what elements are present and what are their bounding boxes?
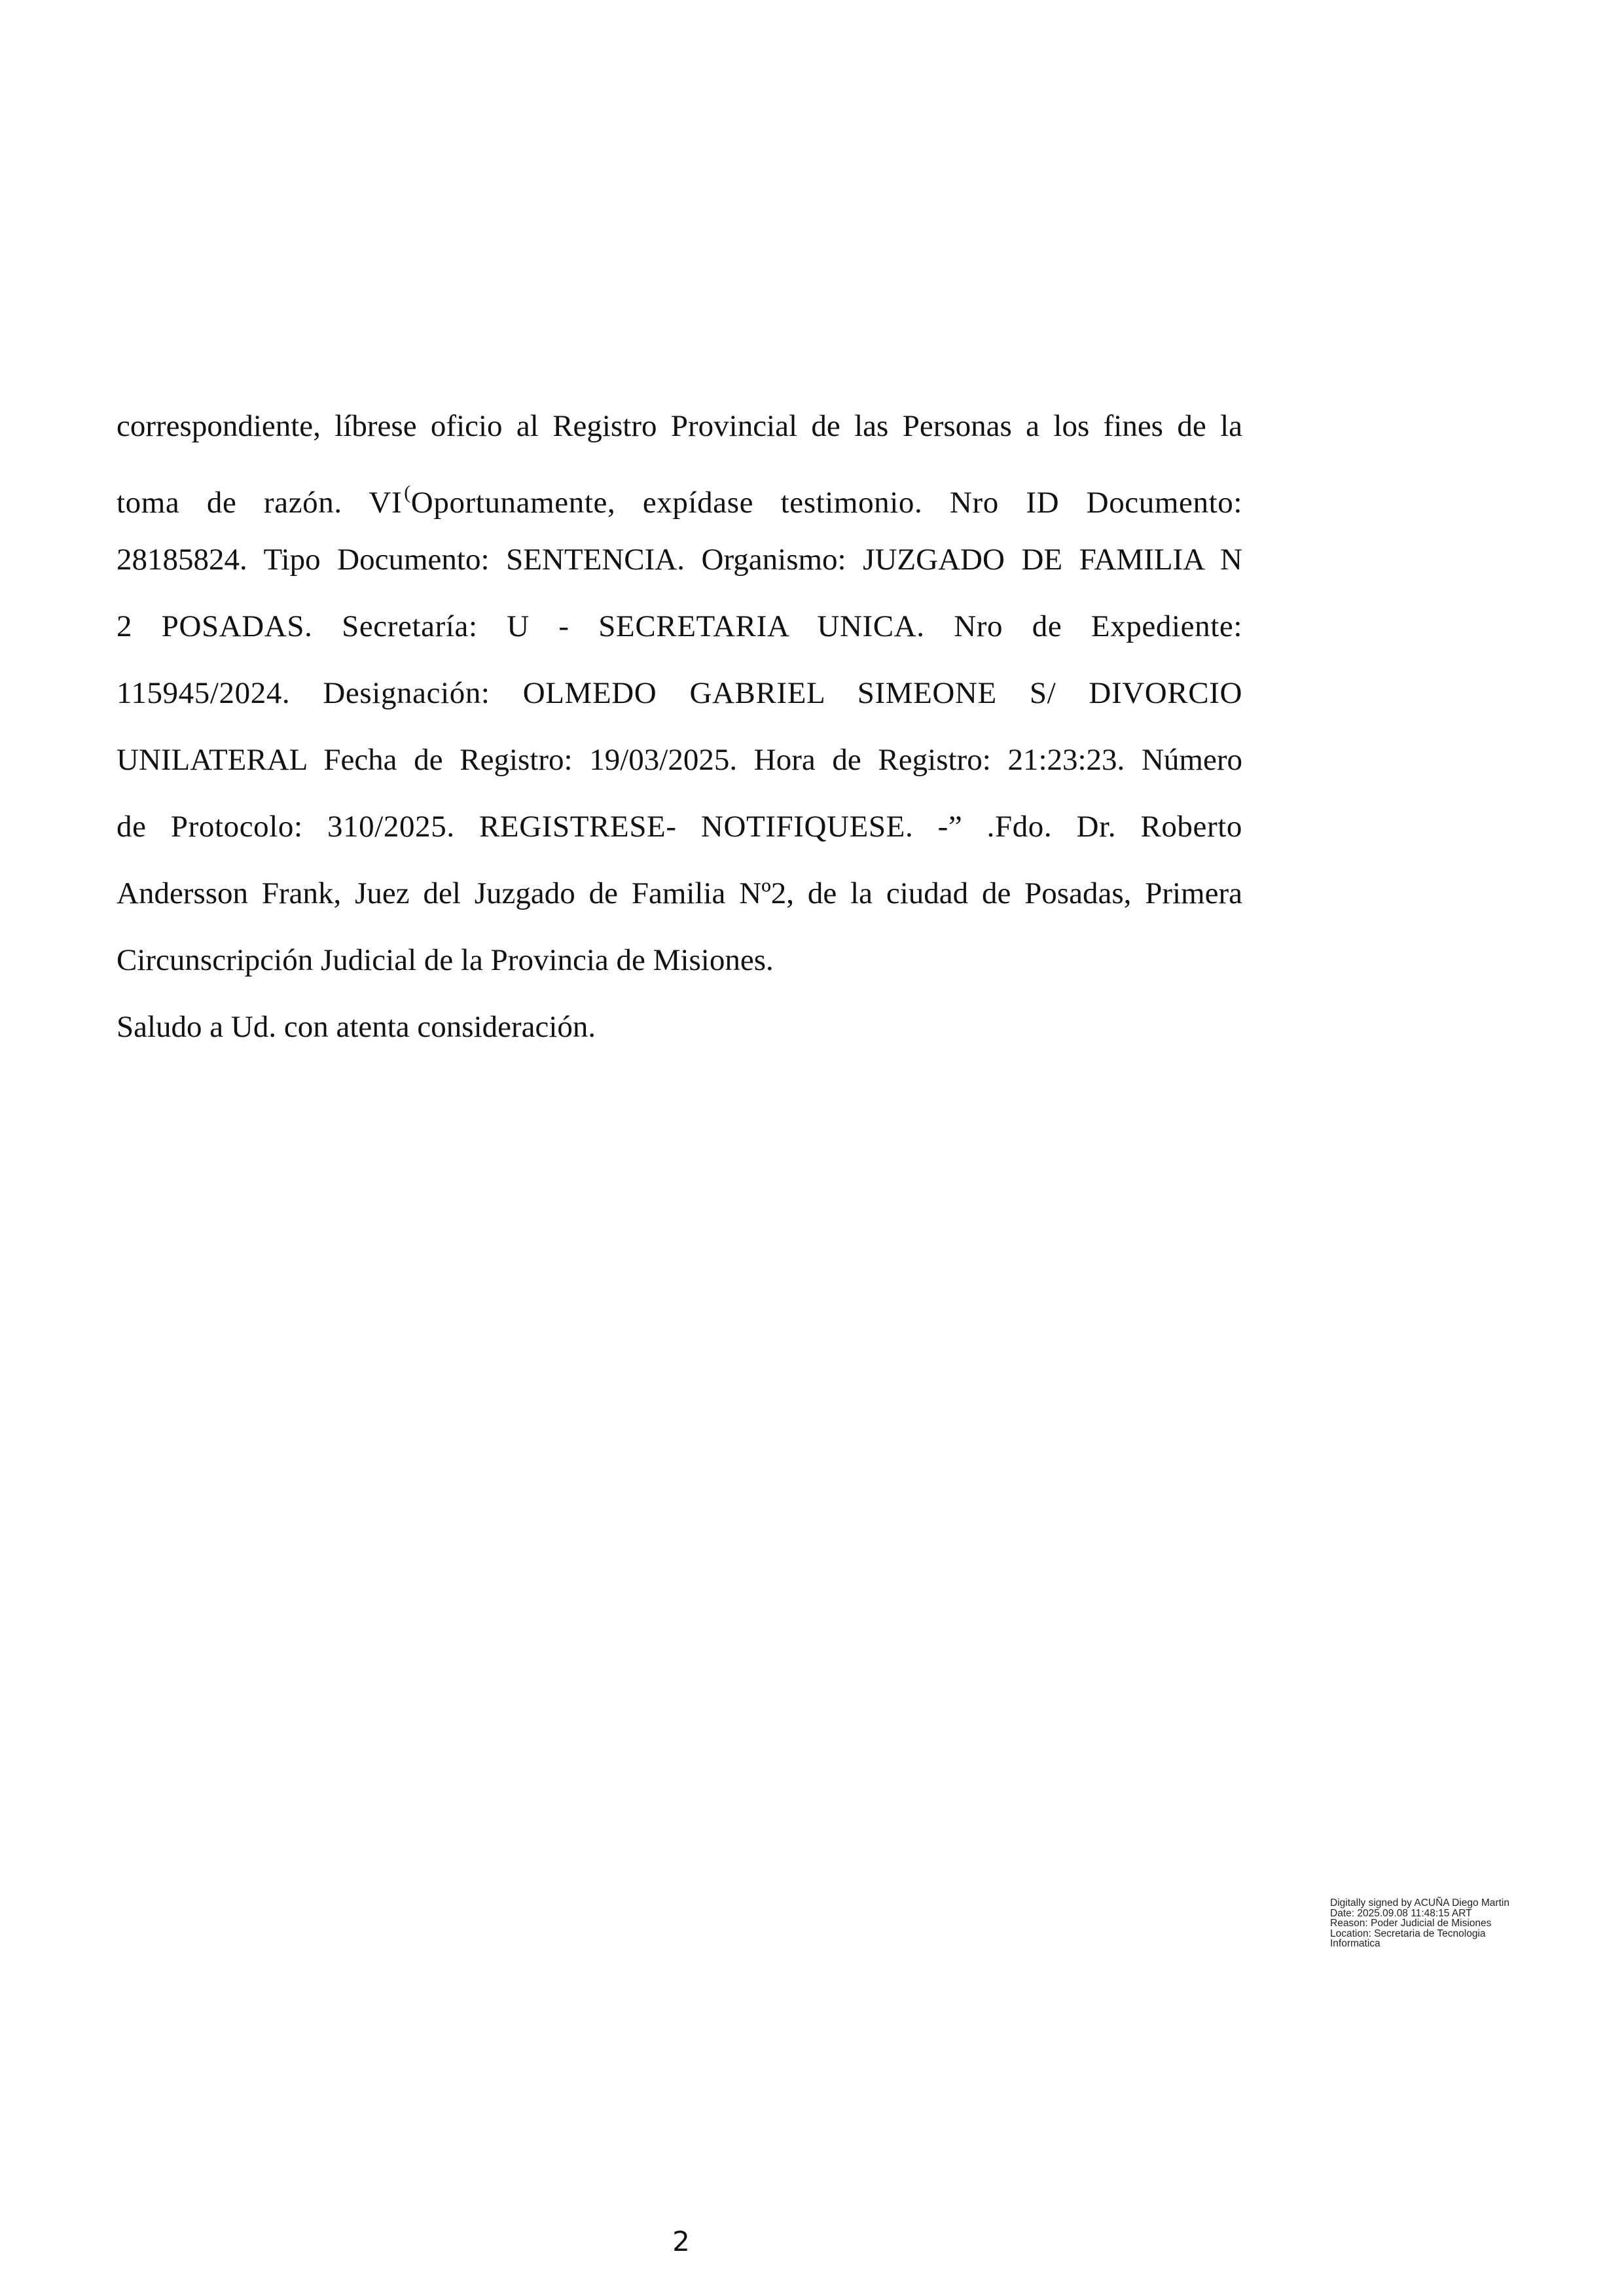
page-number: 2 [672,2225,690,2257]
text-segment: toma de razón. VI [117,486,403,520]
signature-reason: Reason: Poder Judicial de Misiones [1330,1918,1492,1929]
signature-location-continued: Informatica [1330,1938,1380,1949]
text-line: correspondiente, líbrese oficio al Registro Provincial de las Personas a los fines de la [117,409,1242,443]
text-line [117,459,1242,526]
superscript-mark: ( [404,482,411,503]
closing-salutation: Saludo a Ud. con atenta consideración. [117,1010,596,1044]
digital-signature-stamp [1330,1898,1553,1949]
signature-location: Location: Secretaria de Tecnologia [1330,1928,1486,1939]
signature-date: Date: 2025.09.08 11:48:15 ART [1330,1907,1472,1919]
text-line: 28185824. Tipo Documento: SENTENCIA. Organismo: JUZGADO DE FAMILIA N [117,543,1242,577]
text-line: Andersson Frank, Juez del Juzgado de Familia Nº2, de la ciudad de Posadas, Primera [117,876,1242,910]
text-line: UNILATERAL Fecha de Registro: 19/03/2025. Hora de Registro: 21:23:23. Número [117,743,1242,777]
signature-signed-by: Digitally signed by ACUÑA Diego Martin [1330,1897,1509,1909]
text-line: 2 POSADAS. Secretaría: U - SECRETARIA UNICA. Nro de Expediente: [117,609,1242,643]
text-line: de Protocolo: 310/2025. REGISTRESE- NOTIFIQUESE. -” .Fdo. Dr. Roberto [117,810,1242,844]
body-text [117,393,1242,1060]
text-line: Circunscripción Judicial de la Provincia de Misiones. [117,943,774,977]
text-segment: Oportunamente, expídase testimonio. Nro ID Documento: [410,486,1242,520]
text-line: 115945/2024. Designación: OLMEDO GABRIEL SIMEONE S/ DIVORCIO [117,676,1242,710]
